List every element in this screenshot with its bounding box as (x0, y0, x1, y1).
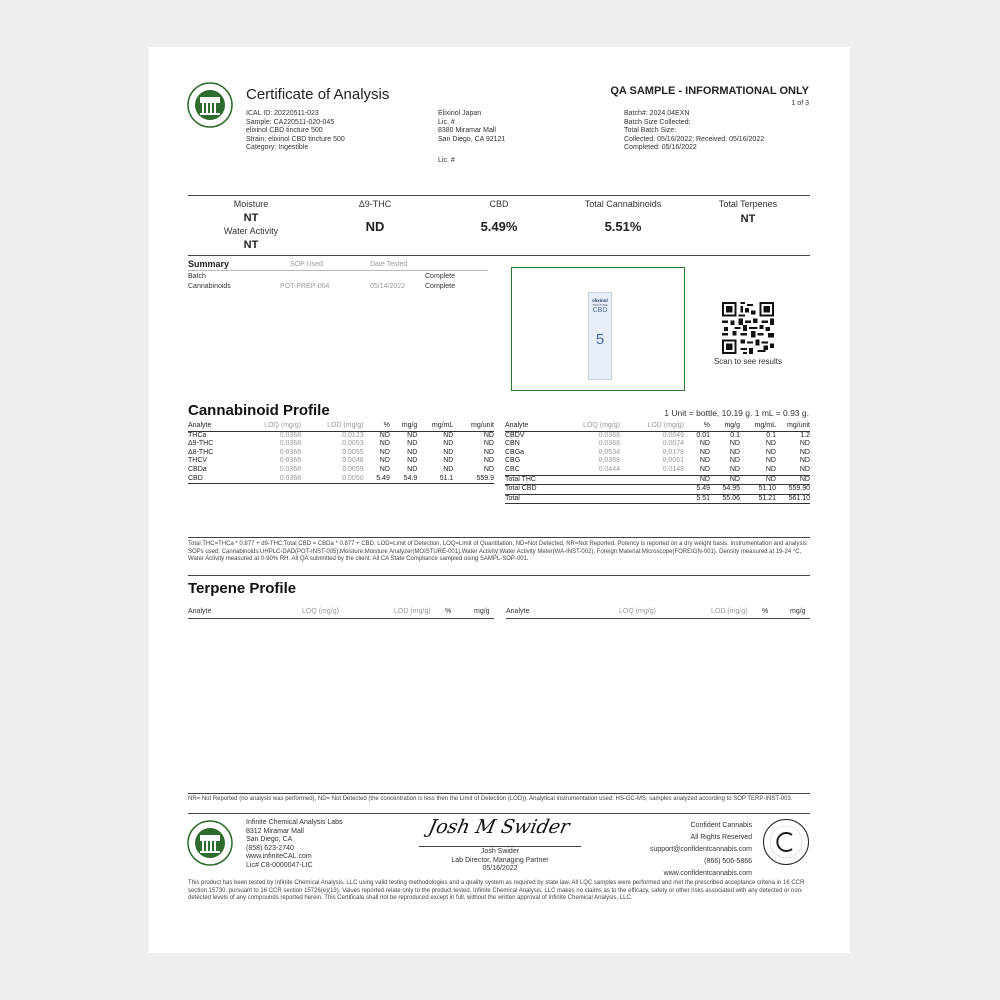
col-analyte: Analyte (188, 422, 244, 431)
summary-row-name: Batch (188, 273, 206, 280)
table-row (188, 440, 494, 449)
loq-cell: 0.0368 (279, 448, 302, 456)
mg-unit-cell: 559.9 (453, 475, 494, 484)
cc-line[interactable]: support@confidentcannabis.com (649, 846, 752, 853)
table-row (188, 449, 494, 458)
mg-g-cell: ND (407, 457, 418, 465)
total-cannabinoids-label: Total Cannabinoids (584, 199, 662, 209)
percent-cell: ND (379, 448, 390, 456)
table-total-row (505, 485, 810, 495)
batch-line: Completed: 05/16/2022 (624, 144, 697, 151)
percent-cell: ND (379, 457, 390, 465)
table-row (505, 457, 810, 466)
loq-cell: 0.0368 (598, 440, 620, 448)
table-row (188, 466, 494, 475)
loq-cell: 0.0368 (279, 457, 302, 465)
sample-line: Strain: elixinol CBD tincture 500 (246, 135, 345, 143)
terpene-left-rule (188, 618, 494, 619)
cc-line: All Rights Reserved (690, 834, 752, 841)
sample-info (246, 110, 345, 153)
summary-row-name: Cannabinoids (188, 283, 231, 290)
terpene-col-lod: LOD (mg/g) (394, 608, 431, 615)
footer-top-rule (188, 793, 810, 794)
analyte-cell: THCa (188, 431, 207, 439)
analyte-cell: CBN (505, 440, 520, 448)
qr-code[interactable] (722, 302, 774, 354)
analyte-cell: CBDV (505, 431, 525, 439)
table-row (505, 440, 810, 449)
col-loq: LOQ (mg/g) (244, 422, 301, 431)
mg-ml-cell: 51.1 (417, 475, 453, 484)
moisture-label: Moisture (233, 199, 269, 209)
mg-g-cell: 0.1 (730, 431, 740, 439)
table-header-row (188, 422, 494, 431)
unit-note: 1 Unit = bottle, 10.19 g. 1 mL = 0.93 g. (664, 408, 809, 418)
qr-code-icon (722, 302, 774, 354)
results-top-rule (188, 195, 810, 196)
terpene-col-mg-g: mg/g (474, 608, 490, 615)
percent-cell: 5.49 (364, 475, 390, 484)
total-terpenes-label: Total Terpenes (718, 199, 778, 209)
lab-seal-icon (187, 82, 233, 128)
lod-cell: 0.0148 (620, 466, 684, 475)
table-total-row (505, 475, 810, 485)
mg-ml-cell: ND (765, 448, 776, 456)
mg-ml-cell: ND (443, 457, 454, 465)
loq-cell: 0.0444 (565, 466, 620, 475)
mg-unit-cell: ND (483, 465, 494, 473)
water-activity-label: Water Activity (223, 226, 279, 236)
footnote-rule (188, 537, 810, 538)
percent-cell: 0.01 (696, 431, 710, 439)
percent-cell: ND (699, 440, 710, 448)
cannabinoid-profile-title: Cannabinoid Profile (188, 402, 330, 419)
lod-cell: 0.0123 (342, 431, 364, 439)
loq-cell: 0.0368 (598, 457, 620, 465)
percent-cell: ND (684, 475, 710, 485)
signature: Josh M Swider (426, 816, 572, 838)
loq-cell: 0.0368 (244, 475, 301, 484)
water-activity-value: NT (243, 239, 259, 251)
mg-ml-cell: ND (740, 475, 776, 485)
percent-cell: ND (699, 448, 710, 456)
mg-ml-cell: 0.1 (766, 431, 776, 439)
lab-logo (187, 82, 233, 128)
table-row (505, 466, 810, 475)
footnote-bottom-rule (188, 575, 810, 576)
analyte-cell: CBD (188, 475, 244, 484)
mg-unit-cell: ND (483, 457, 494, 465)
mg-g-cell: 55.06 (710, 494, 740, 504)
mg-ml-cell: ND (443, 448, 454, 456)
analyte-cell: CBC (505, 466, 565, 475)
table-total-row (505, 494, 810, 504)
footer-lab-logo (187, 820, 233, 866)
confident-cannabis-seal (762, 818, 810, 866)
mg-g-cell: ND (407, 448, 418, 456)
percent-cell: ND (379, 431, 390, 439)
terpene-col-mg-g: mg/g (790, 608, 806, 615)
col-percent: % (684, 422, 710, 431)
sample-line: Sample: CA220511-020-045 (246, 118, 335, 126)
lod-cell: 0.0061 (662, 457, 684, 465)
page-number: 1 of 3 (791, 100, 809, 107)
qr-caption: Scan to see results (713, 357, 783, 366)
col-lod: LOD (mg/g) (301, 422, 364, 431)
loq-cell: 0.0368 (279, 431, 302, 439)
mg-unit-cell: ND (799, 457, 810, 465)
col-loq: LOQ (mg/g) (565, 422, 620, 431)
col-percent: % (364, 422, 390, 431)
col-mg-g: mg/g (390, 422, 417, 431)
batch-line: Batch#: 2024.04EXN (624, 110, 690, 117)
lab-line: Lic# C8-0000047-LIC (246, 861, 313, 869)
cc-line[interactable]: www.confidentcannabis.com (663, 870, 752, 877)
mg-ml-cell: ND (765, 440, 776, 448)
client-line: Lic. # (438, 118, 455, 126)
mg-ml-cell: ND (740, 466, 776, 475)
mg-g-cell: 54.95 (710, 485, 740, 495)
qa-sample-label: QA SAMPLE - INFORMATIONAL ONLY (610, 85, 809, 97)
sample-line: ICAL ID: 20220511-023 (246, 110, 319, 117)
lod-cell: 0.0178 (662, 448, 684, 456)
lod-cell: 0.0050 (301, 475, 364, 484)
analyte-cell: Total CBD (505, 485, 565, 495)
thc-value: ND (365, 219, 385, 234)
percent-cell: 5.51 (684, 494, 710, 504)
lod-cell: 0.0074 (662, 440, 684, 448)
mg-unit-cell: 561.10 (776, 494, 810, 504)
col-mg-unit: mg/unit (776, 422, 810, 431)
lab-address (246, 819, 343, 870)
cannabinoid-table-left (188, 422, 494, 484)
mg-unit-cell: 1.2 (800, 431, 810, 439)
mg-unit-cell: ND (776, 475, 810, 485)
batch-line: Total Batch Size: (624, 127, 677, 134)
table-header-row (505, 422, 810, 431)
total-terpenes-value: NT (740, 213, 756, 225)
analyte-cell: Δ8-THC (188, 448, 214, 456)
terpene-col-percent: % (762, 608, 769, 615)
col-mg-unit: mg/unit (453, 422, 494, 431)
mg-unit-cell: ND (799, 440, 810, 448)
thc-label: Δ9-THC (358, 199, 392, 209)
cannabinoid-footnote: Total THC=THCa * 0.877 + d9-THC;Total CBD = CBDa * 0.877 + CBD. LOD=Limit of Detection, LOQ=Limit of Quantitation, ND=Not Detected, NR=Not Reported. Potency is reported on a dry weight basis. Instrumentation and analysis SOPs used: Cannabinoids:UHPLC-DAD(POT-INST-005),Moisture:Moisture Analyzer(MOISTURE-001),Water Activity:Water Activity Meter(WA-INST-002), Foreign Material:Microscope(FOREIGN-001). Density measured at 19-24 °C, Water Activity measured at 0-90% RH. All QA submitted by the client. All CA State Compliance sampled using SAMPL-SOP-001. (188, 541, 807, 563)
cbd-label: CBD (489, 199, 509, 209)
product-brand: elixinol (592, 298, 608, 303)
analyte-cell: CBDa (188, 465, 207, 473)
confident-cannabis-info (650, 820, 752, 880)
terpene-nr-note: NR= Not Reported (no analysis was performed), ND= Not Detected (the concentration is less then the Limit of Detection (LOD)). Analytical instrumentation used: HS-GC-MS; samples analyzed according to SOP TERP-INST-003. (188, 796, 793, 802)
cannabinoid-table-right (505, 422, 810, 504)
mg-g-cell: ND (710, 475, 740, 485)
signer-line: Josh Swider (480, 848, 520, 855)
analyte-cell: CBGa (505, 448, 525, 456)
product-name: CBD (592, 307, 608, 314)
mg-g-cell: 54.9 (390, 475, 417, 484)
mg-unit-cell: ND (483, 431, 494, 439)
terpene-col-loq: LOQ (mg/g) (619, 608, 656, 615)
confident-cannabis-logo-icon (762, 818, 810, 866)
terpene-col-lod: LOD (mg/g) (711, 608, 748, 615)
batch-line: Batch Size Collected: (624, 118, 691, 126)
analyte-cell: THCV (188, 457, 208, 465)
product-type: TINCTURE (592, 303, 608, 307)
total-cannabinoids-value: 5.51% (604, 219, 642, 234)
mg-g-cell: ND (710, 466, 740, 475)
percent-cell: 5.49 (684, 485, 710, 495)
results-bottom-rule (188, 255, 810, 256)
terpene-col-analyte: Analyte (506, 608, 530, 615)
coa-page (149, 47, 850, 953)
lab-line: 8312 Miramar Mall (246, 827, 304, 835)
signer-line: 05/16/2022 (482, 865, 518, 872)
terpene-right-rule (506, 618, 810, 619)
lod-cell: 0.0048 (342, 457, 364, 465)
lab-line: www.infiniteCAL.com (246, 853, 312, 860)
disclaimer: This product has been tested by Infinite Chemical Analysis, LLC using valid testing methodologies and a quality system as required by state law. All LQC samples were performed and met the prescribed acceptance criteria in 16 CCR section 15730, pursuant to 16 CCR section 15726(e)(13). Values reported relate only to the product tested. Infinite Chemical Analysis, LLC makes no claims as to the efficacy, safety or other risks associated with any detected or non-detected levels of any compounds reported herein. This Certificate shall not be reproduced except in full, without the written approval of Infinite Chemical Analysis, LLC. (188, 880, 805, 902)
terpene-profile-title: Terpene Profile (188, 580, 297, 597)
mg-g-cell: ND (729, 448, 740, 456)
mg-g-cell: ND (729, 440, 740, 448)
lab-line: (858) 623-2740 (246, 844, 294, 852)
col-mg-ml: mg/mL (417, 422, 453, 431)
client-info (438, 110, 505, 144)
mg-ml-cell: ND (443, 431, 454, 439)
summary-row-status: Complete (425, 273, 455, 280)
client-license: Lic. # (438, 157, 455, 164)
summary-row-status: Complete (425, 283, 455, 290)
lod-cell: 0.0049 (662, 431, 684, 439)
cc-line: Confident Cannabis (690, 822, 752, 829)
loq-cell: 0.0368 (279, 465, 302, 473)
terpene-col-loq: LOQ (mg/g) (302, 608, 339, 615)
mg-ml-cell: ND (765, 457, 776, 465)
analyte-cell: Total (505, 494, 565, 504)
terpene-col-percent: % (445, 608, 452, 615)
mg-g-cell: ND (407, 440, 418, 448)
col-mg-g: mg/g (710, 422, 740, 431)
mg-g-cell: ND (407, 431, 418, 439)
mg-ml-cell: 51.10 (740, 485, 776, 495)
analyte-cell: Total THC (505, 475, 565, 485)
analyte-cell: CBG (505, 457, 521, 465)
percent-cell: ND (684, 466, 710, 475)
mg-g-cell: ND (729, 457, 740, 465)
col-lod: LOD (mg/g) (620, 422, 684, 431)
lod-cell: 0.0053 (342, 440, 364, 448)
signer-info (419, 848, 581, 874)
mg-ml-cell: ND (443, 465, 454, 473)
product-number: 5 (595, 331, 605, 348)
loq-cell: 0.0368 (598, 431, 620, 439)
summary-title: Summary (188, 259, 230, 269)
client-line: 8380 Miramar Mall (438, 127, 496, 134)
table-row (188, 475, 494, 484)
signature-line (419, 846, 581, 847)
lab-seal-icon (187, 820, 233, 866)
mg-unit-cell: ND (483, 440, 494, 448)
table-row (505, 449, 810, 458)
loq-cell: 0.0534 (598, 448, 620, 456)
col-analyte: Analyte (505, 422, 565, 431)
signer-line: Lab Director, Managing Partner (451, 856, 549, 864)
product-image-frame (511, 267, 685, 391)
summary-row-sop: POT-PREP-004 (280, 283, 330, 290)
batch-info (624, 110, 764, 153)
sample-line: Category: Ingestible (246, 144, 309, 151)
col-mg-ml: mg/mL (740, 422, 776, 431)
mg-unit-cell: ND (776, 466, 810, 475)
mg-g-cell: ND (407, 465, 418, 473)
table-row (505, 431, 810, 440)
mg-ml-cell: 51.21 (740, 494, 776, 504)
client-line: San Diego, CA 92121 (438, 135, 506, 143)
summary-rule (188, 270, 488, 271)
loq-cell: 0.0368 (279, 440, 302, 448)
batch-line: Collected: 05/16/2022; Received: 05/16/2022 (624, 135, 765, 143)
sample-line: elixinol CBD tincture 500 (246, 127, 323, 134)
mg-unit-cell: ND (483, 448, 494, 456)
lod-cell: 0.0059 (342, 465, 364, 473)
footer-mid-rule (188, 813, 810, 814)
lab-line: Infinite Chemical Analysis Labs (246, 819, 343, 826)
mg-unit-cell: ND (799, 448, 810, 456)
mg-ml-cell: ND (443, 440, 454, 448)
moisture-value: NT (243, 212, 259, 224)
summary-col-sop: SOP Used (290, 261, 323, 268)
terpene-col-analyte: Analyte (188, 608, 212, 615)
percent-cell: ND (699, 457, 710, 465)
cc-line: (866) 506-5866 (704, 858, 752, 865)
client-line: Elixinol Japan (438, 110, 482, 117)
summary-row-date: 05/14/2022 (370, 283, 406, 290)
lab-line: San Diego, CA (246, 836, 293, 843)
cbd-value: 5.49% (480, 219, 518, 234)
summary-col-date: Date Tested (370, 261, 408, 268)
table-row (188, 457, 494, 466)
table-row (188, 431, 494, 440)
analyte-cell: Δ9-THC (188, 440, 214, 448)
lod-cell: 0.0055 (342, 448, 364, 456)
product-bottle-image (588, 292, 612, 380)
percent-cell: ND (379, 440, 390, 448)
mg-unit-cell: 559.90 (776, 485, 810, 495)
percent-cell: ND (379, 465, 390, 473)
document-title: Certificate of Analysis (246, 86, 390, 103)
